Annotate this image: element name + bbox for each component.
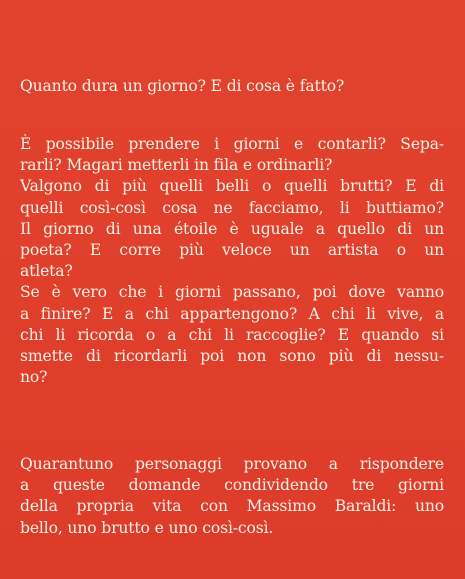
text-line: rarli? Magari metterli in fila e ordinarli? [20, 156, 333, 175]
text-line: Quanto dura un giorno? E di cosa è fatto? [20, 77, 345, 95]
text-line: Quarantuno personaggi provano a rispondere [20, 455, 444, 473]
text-line: poeta? E corre più veloce un artista o un [20, 240, 444, 259]
text-line: Se è vero che i giorni passano, poi dove vanno [20, 283, 444, 302]
opening-question [20, 76, 444, 97]
text-line: bello, uno brutto e uno così-così. [20, 518, 274, 537]
text-line: della propria vita con Massimo Baraldi: uno [20, 497, 444, 516]
text-line: atleta? [20, 262, 73, 281]
text-line: Il giorno di una étoile è uguale a quello di un [20, 219, 444, 238]
text-line: a finire? E a chi appartengono? A chi li vive, a [20, 304, 444, 323]
text-line: a queste domande condividendo tre giorni [20, 476, 444, 495]
text-line: È possibile prendere i giorni e contarli? Sepa- [20, 135, 444, 153]
questions-paragraph [20, 134, 444, 388]
text-line: quelli così-così cosa ne facciamo, li buttiamo? [20, 198, 444, 217]
text-line: chi li ricorda o a chi li raccoglie? E quando si [20, 325, 444, 344]
text-line: no? [20, 368, 48, 387]
text-line: Valgono di più quelli belli o quelli brutti? E di [20, 177, 444, 196]
summary-paragraph [20, 454, 444, 539]
text-line: smette di ricordarli poi non sono più di nessu- [20, 346, 444, 365]
